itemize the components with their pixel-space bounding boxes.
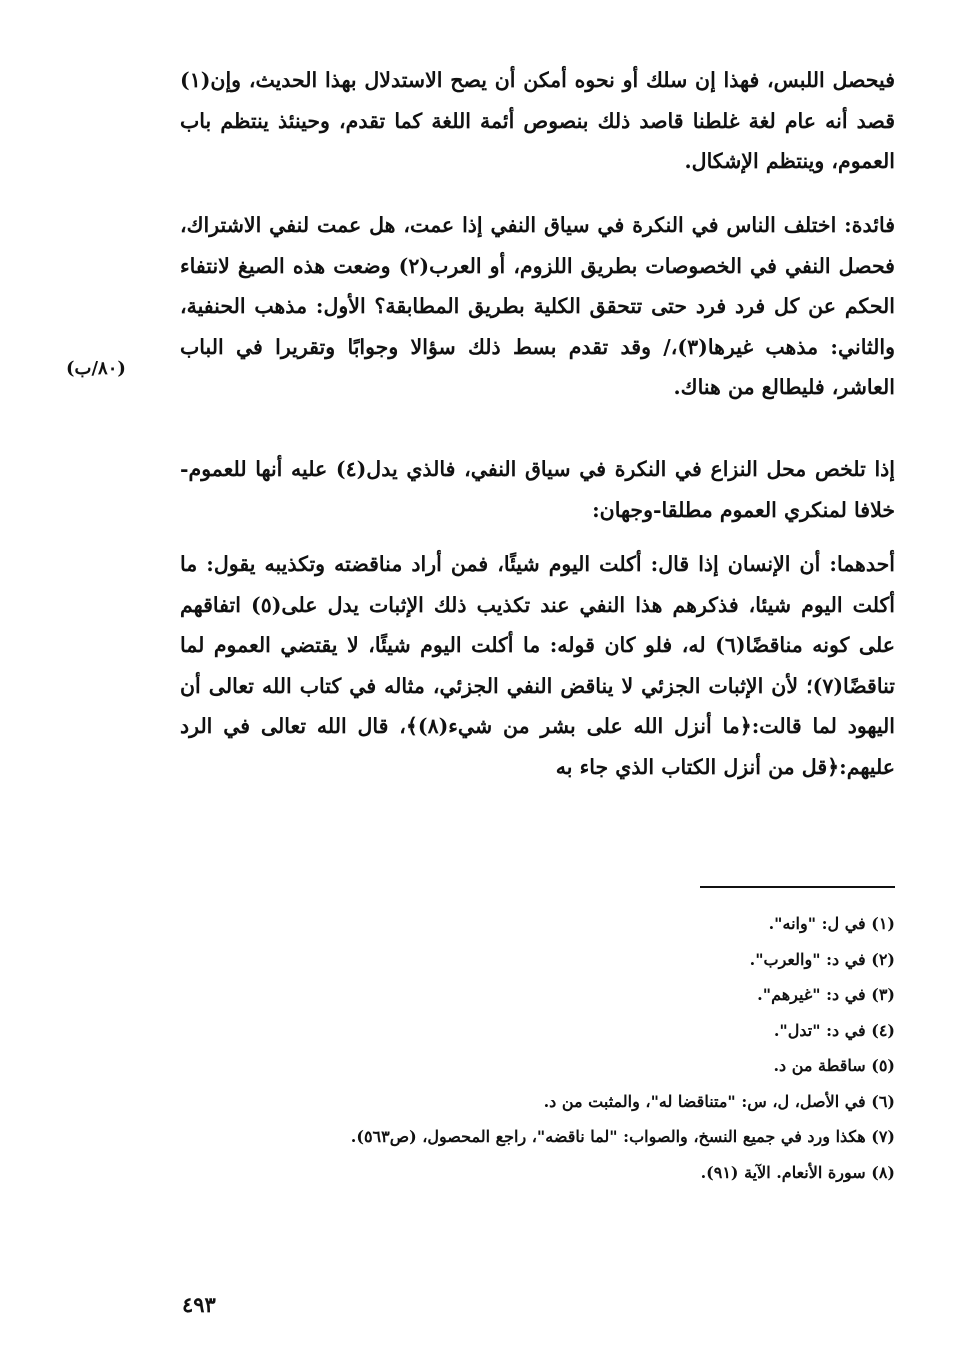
- footnote-3: (٣) في د: "غيرهم".: [757, 985, 895, 1004]
- paragraph-3-text: إذا تلخص محل النزاع في النكرة في سياق النفي، فالذي يدل(٤) عليه أنها للعموم-خلافا لمنكري العموم مطلقا-وجهان:: [180, 457, 895, 522]
- paragraph-2: [180, 205, 895, 408]
- margin-folio-note: (٨٠/ب): [66, 358, 126, 379]
- paragraph-3: [180, 449, 895, 530]
- footnote-separator: [700, 886, 895, 888]
- paragraph-4-text: أحدهما: أن الإنسان إذا قال: أكلت اليوم شيئًا، فمن أراد مناقضته وتكذيبه يقول: ما أكلت اليوم شيئا، فذكرهم هذا النفي عند تكذيب ذلك الإثبات يدل على(٥) اتفاقهم على كونه مناقضًا(٦) له، فلو كان قوله: ما أكلت اليوم شيئًا، لا يقتضي العموم لما تناقضًا(٧)؛ لأن الإثبات الجزئي لا يناقض النفي الجزئي، مثاله في كتاب الله تعالى أن اليهود لما قالت:﴿ما أنزل الله على بشر من شيء(٨)﴾، قال الله تعالى في الرد عليهم:﴿قل من أنزل الكتاب الذي جاء به: [180, 552, 896, 779]
- footnotes-list: [180, 906, 895, 1190]
- paragraph-1-text: فيحصل اللبس، فهذا إن سلك أو نحوه أمكن أن يصح الاستدلال بهذا الحديث، وإن(١) قصد أنه عام لغة غلطنا قاصد ذلك بنصوص أئمة اللغة كما تقدم، وحينئذ ينتظم باب العموم، وينتظم الإشكال.: [180, 68, 895, 173]
- page-number: ٤٩٣: [182, 1292, 216, 1317]
- paragraph-1: [180, 60, 895, 182]
- footnote-1: (١) في ل: "وانه".: [768, 914, 895, 933]
- footnote-4: (٤) في د: "تدل".: [773, 1020, 895, 1040]
- footnote-8: (٨) سورة الأنعام. الآية (٩١).: [700, 1162, 895, 1182]
- footnote-2: (٢) في د: "والعرب".: [749, 949, 895, 969]
- footnote-7: (٧) هكذا ورد في جميع النسخ، والصواب: "لما ناقضه"، راجع المحصول، (ص٥٦٣).: [350, 1127, 895, 1146]
- footnote-5: (٥) ساقطة من د.: [773, 1056, 895, 1075]
- paragraph-2-text: فائدة: اختلف الناس في النكرة في سياق النفي إذا عمت، هل عمت لنفي الاشتراك، فحصل النفي في الخصوصات بطريق اللزوم، أو العرب(٢) وضعت هذه الصيغ لانتفاء الحكم عن كل فرد فرد حتى تتحقق الكلية بطريق المطابقة؟ الأول: مذهب الحنفية، والثاني: مذهب غيرها(٣)،/ وقد تقدم بسط ذلك سؤالا وجوابًا وتقريرا في الباب العاشر، فليطالع من هناك.: [180, 213, 896, 399]
- paragraph-4: [180, 544, 895, 787]
- footnote-6: (٦) في الأصل، ل، س: "متناقضا له"، والمثبت من د.: [543, 1091, 895, 1111]
